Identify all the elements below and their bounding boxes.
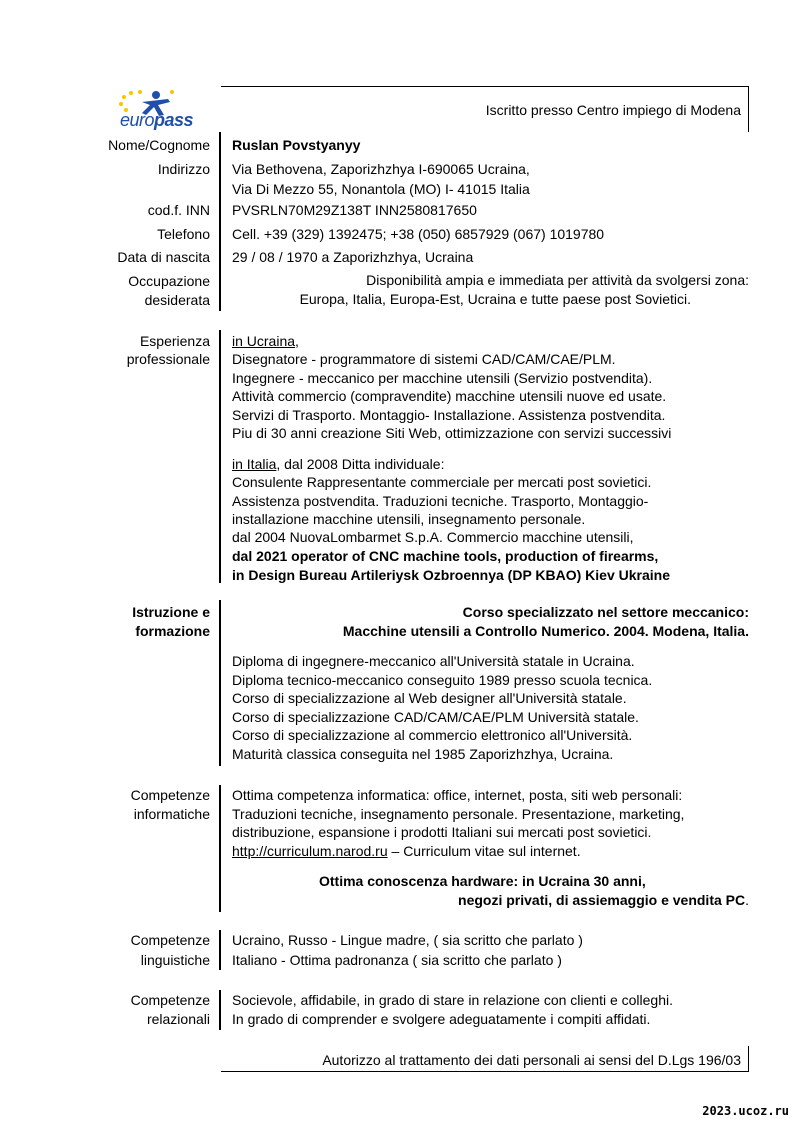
- phone-label: Telefono: [157, 226, 210, 242]
- experience-ukraine-line: Servizi di Trasporto. Montaggio- Installazione. Assistenza postvendita.: [232, 407, 666, 423]
- education-line: Corso di specializzazione al Web designer all'Università statale.: [232, 690, 627, 706]
- address-line-1: Via Bethovena, Zaporizhzhya I-690065 Ucraina,: [232, 161, 530, 177]
- languages-line-2: Italiano - Ottima padronanza ( sia scritto che parlato ): [232, 952, 562, 968]
- occupation-label-1: Occupazione: [128, 273, 210, 289]
- birth-label: Data di nascita: [117, 249, 210, 265]
- experience-label-2: professionale: [126, 351, 210, 367]
- experience-italy-line: dal 2004 NuovaLombarmet S.p.A. Commercio macchine utensili,: [232, 529, 634, 545]
- header-top-rule: [221, 86, 749, 87]
- education-heading-2: Macchine utensili a Controllo Numerico. 2004. Modena, Italia.: [342, 623, 749, 639]
- education-line: Diploma tecnico-meccanico conseguito 1989 presso scuola tecnica.: [232, 672, 653, 688]
- computer-line: distribuzione, espansione i prodotti Italiani sui mercati post sovietici.: [232, 824, 652, 840]
- computer-line: Ottima competenza informatica: office, internet, posta, siti web personali:: [232, 787, 683, 803]
- languages-label-2: linguistiche: [140, 952, 210, 968]
- taxcode-label: cod.f. INN: [147, 202, 210, 218]
- watermark: 2023.ucoz.ru: [702, 1104, 789, 1118]
- education-label-1: Istruzione e: [132, 604, 210, 620]
- computer-hardware-2-line: negozi privati, di assiemaggio e vendita PC.: [458, 892, 749, 908]
- experience-label-1: Esperienza: [139, 333, 210, 349]
- separator-education: [219, 600, 221, 766]
- education-heading-1: Corso specializzato nel settore meccanico:: [462, 604, 749, 620]
- separator-computer: [219, 785, 221, 912]
- header-right-rule: [748, 86, 749, 132]
- experience-italy-line: installazione macchine utensili, insegnamento personale.: [232, 511, 586, 527]
- experience-ukraine-heading: in Ucraina,: [232, 333, 299, 349]
- relational-line-1: Socievole, affidabile, in grado di stare in relazione con clienti e colleghi.: [232, 992, 674, 1008]
- curriculum-link[interactable]: http://curriculum.narod.ru: [232, 843, 388, 859]
- relational-label-2: relazionali: [146, 1011, 210, 1027]
- separator-relational: [219, 990, 221, 1030]
- separator-languages: [219, 930, 221, 970]
- occupation-line-2: Europa, Italia, Europa-Est, Ucraina e tutte paese post Sovietici.: [299, 291, 691, 307]
- computer-hardware-1: Ottima conoscenza hardware: in Ucraina 30 anni,: [319, 873, 646, 889]
- logo-euro: euro: [120, 110, 155, 130]
- computer-label-1: Competenze: [130, 787, 210, 803]
- computer-line: Traduzioni tecniche, insegnamento personale. Presentazione, marketing,: [232, 806, 685, 822]
- footer-right-rule: [748, 1046, 749, 1072]
- education-label-2: formazione: [135, 623, 210, 639]
- education-line: Corso di specializzazione al commercio elettronico all'Università.: [232, 727, 633, 743]
- experience-ukraine-line: Disegnatore - programmatore di sistemi CAD/CAM/CAE/PLM.: [232, 351, 616, 367]
- relational-line-2: In grado di comprender e svolgere adeguatamente i compiti affidati.: [232, 1011, 651, 1027]
- experience-italy-line: Assistenza postvendita. Traduzioni tecniche. Trasporto, Montaggio-: [232, 493, 649, 509]
- address-line-2: Via Di Mezzo 55, Nonantola (MO) I- 41015 Italia: [232, 181, 530, 197]
- experience-italy-line: Consulente Rappresentante commerciale per mercati post sovietici.: [232, 474, 652, 490]
- experience-current-1: dal 2021 operator of CNC machine tools, production of firearms,: [232, 548, 659, 564]
- computer-hardware-2: negozi privati, di assiemaggio e vendita PC: [458, 892, 746, 908]
- occupation-line-1: Disponibilità ampia e immediata per attività da svolgersi zona:: [366, 272, 749, 288]
- relational-label-1: Competenze: [130, 992, 210, 1008]
- birth: 29 / 08 / 1970 a Zaporizhzhya, Ucraina: [232, 249, 474, 265]
- languages-label-1: Competenze: [130, 932, 210, 948]
- computer-link-line: http://curriculum.narod.ru – Curriculum vitae sul internet.: [232, 843, 581, 859]
- phone: Cell. +39 (329) 1392475; +38 (050) 6857929 (067) 1019780: [232, 226, 605, 242]
- languages-line-1: Ucraino, Russo - Lingue madre, ( sia scritto che parlato ): [232, 932, 583, 948]
- education-line: Corso di specializzazione CAD/CAM/CAE/PLM Università statale.: [232, 709, 639, 725]
- consent-note: Autorizzo al trattamento dei dati personali ai sensi del D.Lgs 196/03: [322, 1052, 741, 1068]
- computer-label-2: informatiche: [133, 806, 210, 822]
- occupation-label-2: desiderata: [144, 292, 210, 308]
- name-label: Nome/Cognome: [108, 137, 210, 153]
- separator-personal: [219, 132, 221, 311]
- experience-italy-heading: in Italia, dal 2008 Ditta individuale:: [232, 456, 445, 472]
- registration-note: Iscritto presso Centro impiego di Modena: [485, 102, 741, 118]
- logo-pass: pass: [154, 110, 194, 130]
- separator-experience: [219, 330, 221, 583]
- footer-bottom-rule: [221, 1071, 749, 1072]
- taxcode: PVSRLN70M29Z138T INN2580817650: [232, 202, 477, 218]
- experience-current-2: in Design Bureau Artileriysk Ozbroennya (DP KBAO) Kiev Ukraine: [232, 567, 671, 583]
- full-name: Ruslan Povstyanyy: [232, 137, 361, 153]
- experience-italy-link: in Italia: [232, 456, 277, 472]
- education-line: Maturità classica conseguita nel 1985 Zaporizhzhya, Ucraina.: [232, 746, 614, 762]
- education-line: Diploma di ingegnere-meccanico all'Università statale in Ucraina.: [232, 653, 635, 669]
- experience-ukraine-line: Ingegnere - meccanico per macchine utensili (Servizio postvendita).: [232, 370, 653, 386]
- europass-logo: [112, 88, 212, 136]
- experience-ukraine-line: Piu di 30 anni creazione Siti Web, ottimizzazione con servizi successivi: [232, 425, 672, 441]
- experience-ukraine-line: Attività commercio (compravendite) macchine utensili nuove ed usate.: [232, 388, 667, 404]
- experience-ukraine-link: in Ucraina: [232, 333, 296, 349]
- address-label: Indirizzo: [157, 161, 210, 177]
